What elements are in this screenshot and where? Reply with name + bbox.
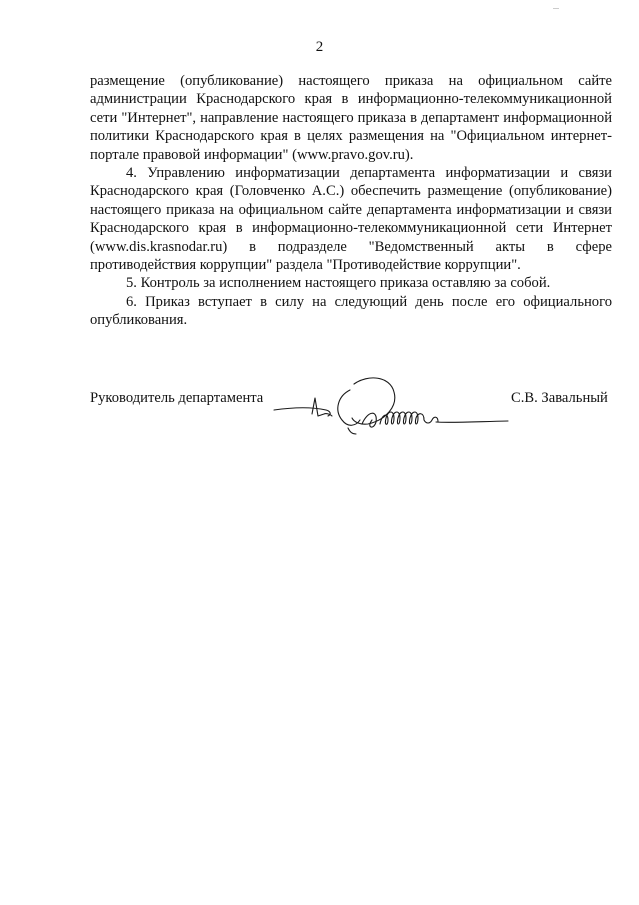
paragraph-item-5: 5. Контроль за исполнением настоящего приказа оставляю за собой.: [126, 275, 551, 292]
scan-mark: [553, 8, 559, 9]
signatory-name: С.В. Завальный: [511, 390, 608, 406]
handwritten-signature: [268, 370, 518, 442]
paragraph-item-4: 4. Управлению информатизации департамента информатизации и связи Краснодарского края (Головченко А.С.) обеспечить размещение (опубликование) настоящего приказа на официальном сайте департамента информатизации и связи Краснодарского края в информационно-телекоммуникационной сети Интернет (www.dis.krasnodar.ru) в подразделе "Ведомственный акты в сфере противодействия коррупции" раздела "Противодействие коррупции".: [90, 165, 612, 274]
signatory-position: Руководитель департамента: [90, 390, 264, 406]
document-body: [90, 72, 612, 330]
paragraph-item-6: 6. Приказ вступает в силу на следующий день после его официального опубликования.: [90, 293, 612, 329]
paragraph-continuation: размещение (опубликование) настоящего приказа на официальном сайте администрации Краснодарского края в информационно-телекоммуникационной сети "Интернет", направление настоящего приказа в департамент информационной политики Краснодарского края в целях размещения на "Официальном интернет-портале правовой информации" (www.pravo.gov.ru).: [90, 73, 612, 163]
page-number: 2: [315, 39, 324, 55]
